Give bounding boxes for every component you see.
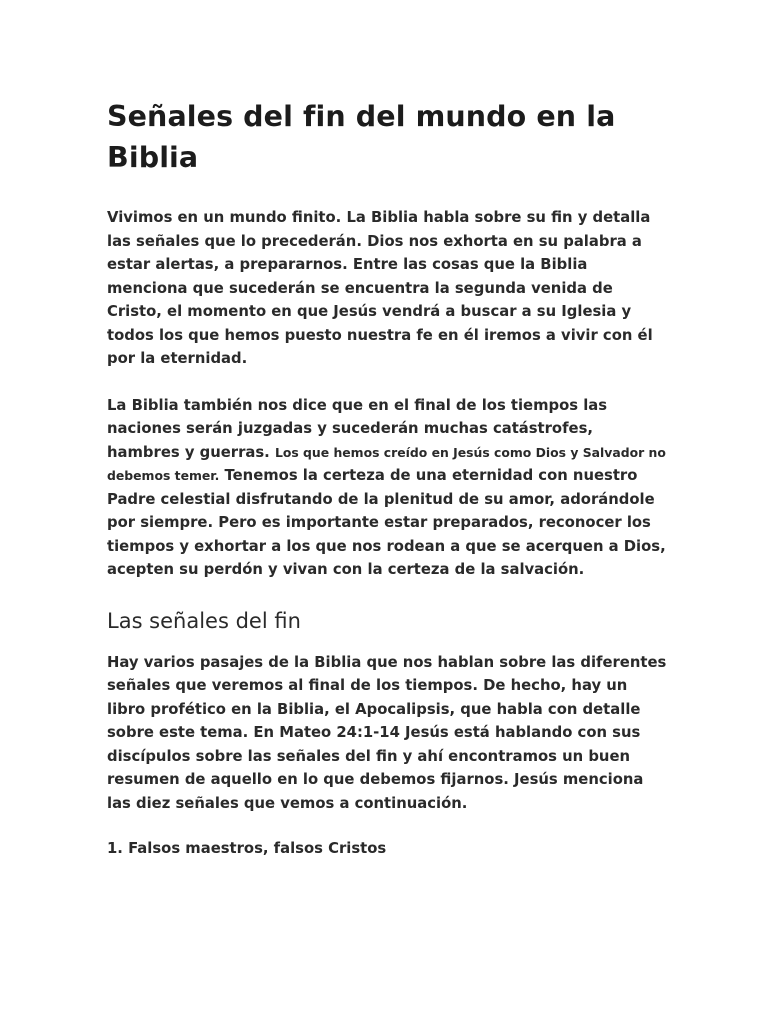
intro-paragraph: Vivimos en un mundo finito. La Biblia habla sobre su fin y detalla las señales que lo precederán. Dios nos exhorta en su palabra a estar alertas, a prepararnos. Entre las cosas que la Biblia menciona que sucederán se encuentra la segunda venida de Cristo, el momento en que Jesús vendrá a buscar a su Iglesia y todos los que hemos puesto nuestra fe en él iremos a vivir con él por la eternidad.	[107, 209, 653, 367]
second-paragraph	[107, 394, 667, 582]
paragraph-text: Tenemos la certeza de una eternidad con nuestro Padre celestial disfrutando de la plenitud de su amor, adorándole por siempre. Pero es importante estar preparados, reconocer los tiempos y exhortar a los que nos rodean a que se acerquen a Dios, acepten su perdón y vivan con la certeza de la salvación.	[107, 467, 666, 578]
section-paragraph: Hay varios pasajes de la Biblia que nos hablan sobre las diferentes señales que veremos al final de los tiempos. De hecho, hay un libro profético en la Biblia, el Apocalipsis, que habla con detalle sobre este tema. En Mateo 24:1-14 Jesús está hablando con sus discípulos sobre las señales del fin y ahí encontramos un buen resumen de aquello en lo que debemos fijarnos. Jesús menciona las diez señales que vemos a continuación.	[107, 653, 667, 812]
list-item-heading: 1. Falsos maestros, falsos Cristos	[107, 840, 387, 857]
paragraph-text: La Biblia también nos dice que en el final de los tiempos las naciones serán juzgadas y sucederán muchas catástrofes, hambres y guerras.	[107, 396, 608, 461]
page-title: Señales del fin del mundo en la Biblia	[107, 100, 616, 174]
section-heading: Las señales del fin	[107, 608, 301, 633]
paragraph-small-text: Los que hemos creído en Jesús como Dios y Salvador no debemos temer.	[107, 444, 666, 483]
article	[107, 96, 667, 861]
